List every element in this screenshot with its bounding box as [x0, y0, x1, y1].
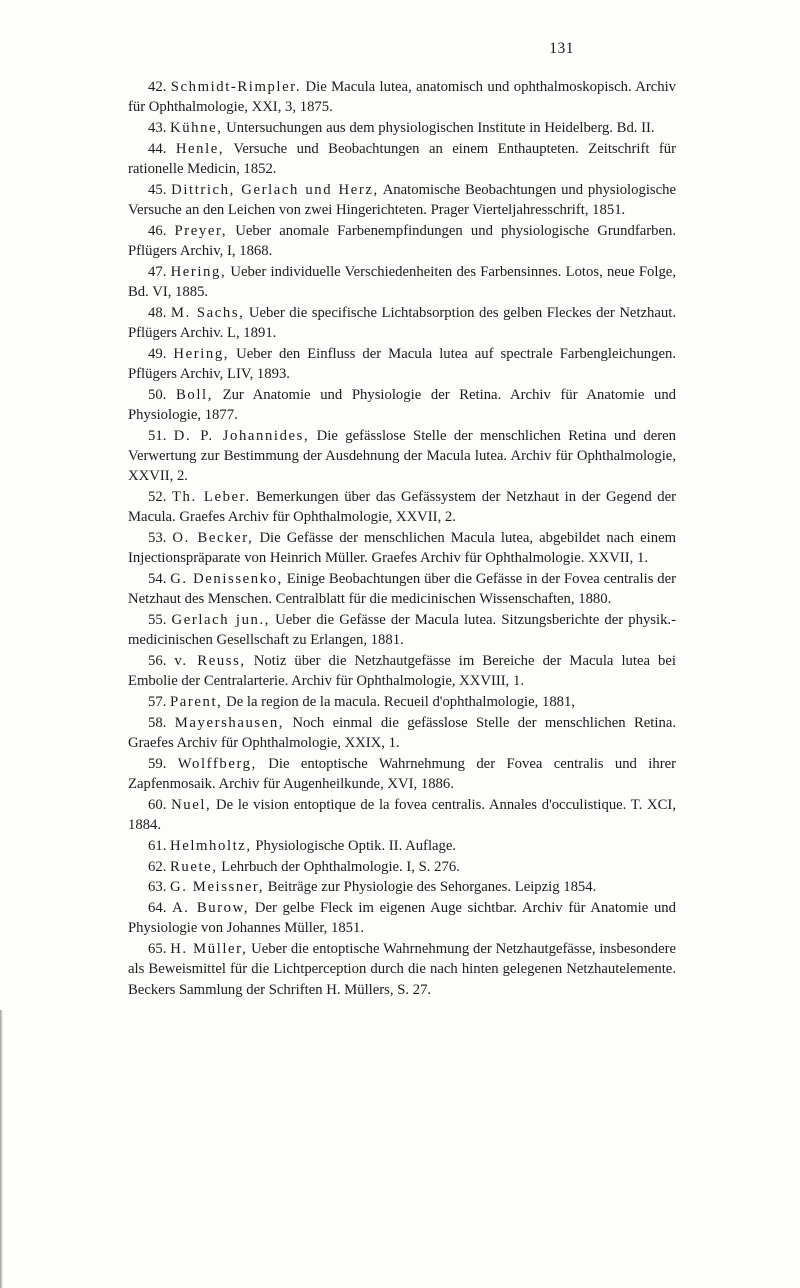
- reference-text: Ueber die entoptische Wahrnehmung der Netzhautgefässe, insbesondere als Beweismittel für die Lichtperception durch die nach hinten gelegenen Netzhautelemente. Beckers Sammlung der Schriften H. Müllers, S. 27.: [128, 941, 677, 998]
- reference-text: Einige Beobachtungen über die Gefässe in der Fovea centralis der Netzhaut des Menschen. Centralblatt für die medicinischen Wissenschaften, 1880.: [128, 571, 676, 608]
- reference-author: Mayershausen,: [174, 714, 285, 731]
- reference-number: 65.: [148, 941, 167, 958]
- reference-number: 47.: [148, 263, 167, 280]
- reference-author: O. Becker,: [172, 530, 254, 546]
- reference-entry: [128, 795, 676, 835]
- reference-author: Helmholtz,: [170, 837, 252, 854]
- reference-entry: [128, 139, 676, 179]
- reference-entry: [128, 221, 676, 261]
- reference-text: Ueber anomale Farbenempfindungen und physiologische Grundfarben. Pflügers Archiv, I, 1868.: [128, 222, 677, 259]
- reference-entry: [128, 426, 676, 487]
- reference-text: Physiologische Optik. II. Auflage.: [251, 837, 457, 854]
- reference-author: G. Denissenko,: [170, 571, 283, 587]
- page-number: 131: [549, 40, 574, 57]
- reference-entry: [128, 262, 676, 302]
- reference-text: Die Macula lutea, anatomisch und ophthalmoskopisch. Archiv für Ophthalmologie, XXI, 3, 1875.: [128, 79, 677, 116]
- reference-number: 42.: [148, 79, 167, 95]
- reference-number: 58.: [148, 714, 167, 731]
- reference-entry: [128, 939, 676, 1000]
- reference-entry: [128, 836, 676, 856]
- reference-number: 61.: [148, 837, 167, 854]
- reference-text: Versuche und Beobachtungen an einem Enthaupteten. Zeitschrift für rationelle Medicin, 1852.: [128, 140, 677, 177]
- reference-author: H. Müller,: [170, 941, 248, 958]
- reference-number: 45.: [148, 181, 167, 198]
- reference-number: 53.: [148, 530, 167, 546]
- reference-entry: [128, 754, 676, 794]
- reference-author: Kühne,: [170, 120, 223, 136]
- reference-text: De la region de la macula. Recueil d'ophthalmologie, 1881,: [222, 694, 576, 710]
- reference-text: Notiz über die Netzhautgefässe im Bereiche der Macula lutea bei Embolie der Centralarterie. Archiv für Ophthalmologie, XXVIII, 1.: [128, 653, 676, 690]
- reference-author: Schmidt-Rimpler.: [170, 79, 302, 95]
- reference-entry: [128, 303, 676, 343]
- reference-text: Die entoptische Wahrnehmung der Fovea centralis und ihrer Zapfenmosaik. Archiv für Augenheilkunde, XVI, 1886.: [128, 755, 677, 792]
- reference-number: 44.: [148, 140, 167, 157]
- reference-author: Gerlach jun.,: [171, 612, 271, 628]
- reference-text: Ueber den Einfluss der Macula lutea auf spectrale Farbengleichungen. Pflügers Archiv, LIV, 1893.: [128, 345, 677, 382]
- reference-author: Th. Leber.: [171, 489, 251, 505]
- reference-entry: [128, 180, 676, 220]
- reference-list: [128, 77, 676, 1000]
- reference-author: Henle,: [175, 140, 225, 157]
- reference-text: Ueber individuelle Verschiedenheiten des Farbensinnes. Lotos, neue Folge, Bd. VI, 1885.: [128, 263, 676, 300]
- reference-entry: [128, 118, 676, 138]
- reference-text: Untersuchungen aus dem physiologischen Institute in Heidelberg. Bd. II.: [222, 120, 655, 136]
- reference-author: A. Burow,: [172, 900, 250, 917]
- reference-author: Preyer,: [174, 222, 228, 239]
- reference-entry: [128, 713, 676, 753]
- reference-entry: [128, 877, 676, 897]
- reference-author: Boll,: [176, 386, 213, 403]
- reference-entry: [128, 569, 676, 609]
- reference-entry: [128, 610, 676, 650]
- reference-author: Parent,: [170, 694, 223, 710]
- reference-number: 51.: [148, 427, 167, 444]
- reference-text: Bemerkungen über das Gefässystem der Netzhaut in der Gegend der Macula. Graefes Archiv für Ophthalmologie, XXVII, 2.: [128, 489, 677, 526]
- reference-author: Hering,: [173, 345, 230, 362]
- reference-author: Nuel,: [171, 796, 212, 813]
- reference-text: Die gefässlose Stelle der menschlichen Retina und deren Verwertung zur Bestimmung der Ausdehnung der Macula lutea. Archiv für Ophthalmologie, XXVII, 2.: [128, 427, 677, 485]
- reference-author: D. P. Johannides,: [173, 427, 310, 444]
- reference-entry: [128, 528, 676, 568]
- reference-author: G. Meissner,: [170, 879, 265, 896]
- reference-number: 49.: [148, 345, 167, 362]
- reference-author: Hering,: [170, 263, 227, 280]
- reference-text: Beiträge zur Physiologie des Sehorganes. Leipzig 1854.: [264, 879, 597, 896]
- reference-number: 64.: [148, 900, 167, 917]
- reference-author: Ruete,: [170, 858, 218, 875]
- reference-number: 55.: [148, 612, 167, 628]
- reference-entry: [128, 692, 676, 712]
- reference-text: Die Gefässe der menschlichen Macula lutea, abgebildet nach einem Injectionspräparate von Heinrich Müller. Graefes Archiv für Ophthalmologie. XXVII, 1.: [128, 530, 677, 567]
- reference-number: 62.: [148, 858, 167, 875]
- reference-number: 50.: [148, 386, 167, 403]
- reference-text: Lehrbuch der Ophthalmologie. I, S. 276.: [217, 858, 460, 875]
- reference-number: 59.: [148, 755, 167, 772]
- page-edge-shadow: [0, 1010, 3, 1288]
- reference-text: Ueber die Gefässe der Macula lutea. Sitzungsberichte der physik.-medicinischen Gesellschaft zu Erlangen, 1881.: [128, 612, 676, 649]
- reference-number: 60.: [148, 796, 167, 813]
- reference-text: De le vision entoptique de la fovea centralis. Annales d'occulistique. T. XCI, 1884.: [128, 796, 676, 833]
- reference-entry: [128, 857, 676, 877]
- reference-entry: [128, 77, 676, 117]
- reference-entry: [128, 651, 676, 691]
- reference-text: Zur Anatomie und Physiologie der Retina. Archiv für Anatomie und Physiologie, 1877.: [128, 386, 677, 423]
- reference-number: 43.: [148, 120, 167, 136]
- reference-text: Anatomische Beobachtungen und physiologische Versuche an den Leichen von zwei Hingerichteten. Prager Vierteljahresschrift, 1851.: [128, 181, 677, 218]
- reference-author: Dittrich, Gerlach und Herz,: [171, 181, 379, 198]
- reference-number: 54.: [148, 571, 167, 587]
- reference-entry: [128, 898, 676, 938]
- reference-author: M. Sachs,: [170, 304, 245, 321]
- reference-number: 46.: [148, 222, 167, 239]
- reference-number: 48.: [148, 304, 167, 321]
- reference-text: Der gelbe Fleck im eigenen Auge sichtbar. Archiv für Anatomie und Physiologie von Johannes Müller, 1851.: [128, 900, 676, 937]
- reference-number: 52.: [148, 489, 167, 505]
- reference-text: Noch einmal die gefässlose Stelle der menschlichen Retina. Graefes Archiv für Ophthalmologie, XXIX, 1.: [128, 714, 677, 751]
- reference-entry: [128, 344, 676, 384]
- reference-number: 57.: [148, 694, 167, 710]
- reference-number: 63.: [148, 879, 167, 896]
- reference-entry: [128, 487, 676, 527]
- reference-author: Wolffberg,: [177, 755, 257, 772]
- reference-author: v. Reuss,: [174, 653, 246, 669]
- reference-number: 56.: [148, 653, 167, 669]
- reference-entry: [128, 385, 676, 425]
- reference-text: Ueber die specifische Lichtabsorption des gelben Fleckes der Netzhaut. Pflügers Archiv. L, 1891.: [128, 304, 677, 341]
